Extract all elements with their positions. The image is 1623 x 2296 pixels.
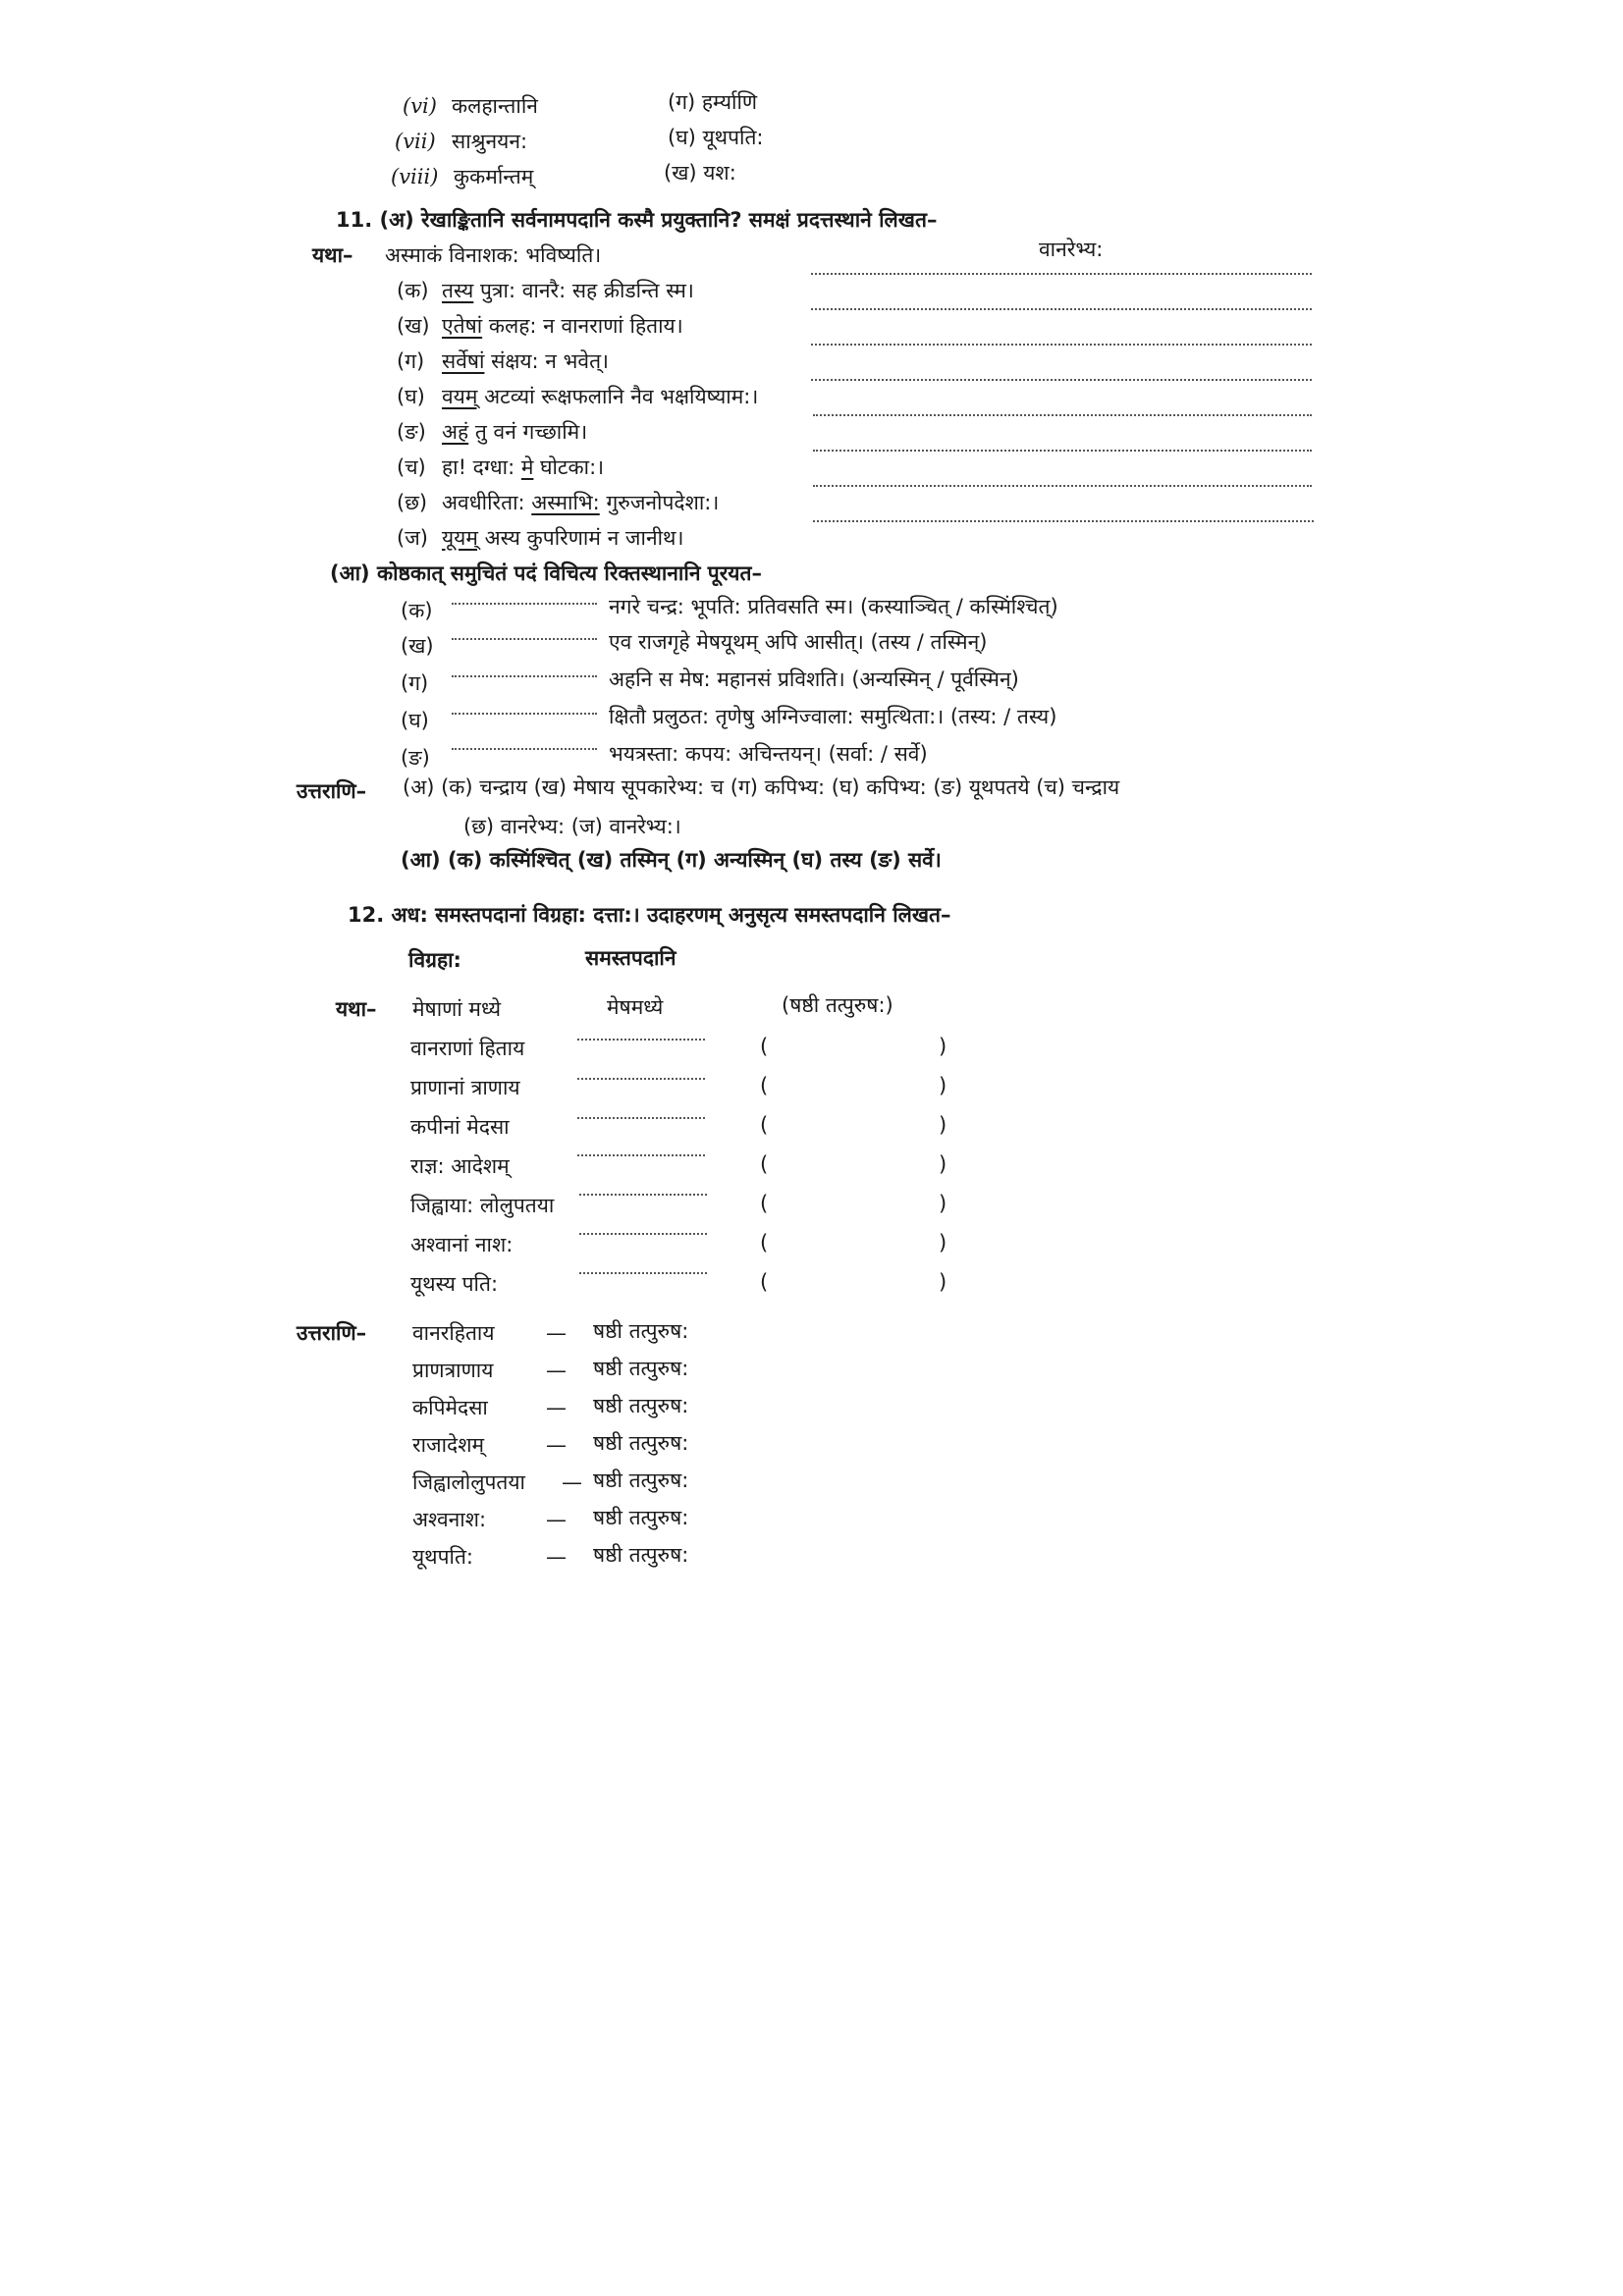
answer-dash: — [546,1396,567,1419]
match-left: कलहान्तानि [452,94,538,118]
example-answer: वानरेभ्य: [1039,238,1104,261]
open-paren: ( [760,1270,769,1294]
col-samasta: समस्तपदानि [585,946,676,970]
close-paren: ) [939,1192,947,1215]
match-right: (घ) यूथपति: [668,126,764,149]
answer-dash: — [562,1470,582,1494]
answer-blank[interactable] [811,273,1312,275]
col-vigraha: विग्रहा: [408,948,461,972]
item-sentence: हा! दग्धा: मे घोटका:। [442,455,605,479]
item-label: (छ) [397,491,428,514]
vigraha-row: वानराणां हिताय [410,1037,525,1060]
open-paren: ( [760,1192,769,1215]
fill-blank[interactable] [452,748,597,750]
answer-blank[interactable] [811,308,1312,310]
match-num: (viii) [391,165,439,188]
fill-label: (घ) [401,709,429,732]
answer-blank[interactable] [811,379,1312,381]
item-sentence: सर्वेषां संक्षय: न भवेत्। [442,349,610,373]
close-paren: ) [939,1270,947,1294]
close-paren: ) [939,1231,947,1255]
answer-dash: — [546,1433,567,1457]
samasta-blank[interactable] [579,1233,707,1235]
open-paren: ( [760,1231,769,1255]
answer-blank[interactable] [813,485,1312,487]
item-label: (ङ) [397,420,426,444]
match-num: (vi) [403,94,437,118]
answer-blank[interactable] [813,414,1312,416]
answer-word: यूथपति: [412,1545,474,1569]
vigraha-row: राज्ञ: आदेशम् [410,1154,510,1178]
fill-sentence: नगरे चन्द्र: भूपति: प्रतिवसति स्म। (कस्याञ्चित् / कस्मिंश्चित्) [609,595,1058,618]
close-paren: ) [939,1113,947,1137]
answer-type: षष्ठी तत्पुरुष: [593,1506,689,1529]
answer-dash: — [546,1545,567,1569]
item-label: (ख) [397,314,430,338]
q11b-heading: (आ) कोष्ठकात् समुचितं पदं विचित्य रिक्तस्थानानि पूरयत– [330,561,762,585]
close-paren: ) [939,1152,947,1176]
fill-label: (ग) [401,671,429,695]
item-label: (घ) [397,385,425,408]
fill-blank[interactable] [452,638,597,640]
answer-word: वानरहिताय [412,1321,495,1345]
samasta-blank[interactable] [579,1272,707,1274]
match-num: (vii) [395,130,436,153]
match-right: (ख) यश: [664,161,736,185]
match-right: (ग) हर्म्याणि [668,90,758,114]
match-left: कुकर्मान्तम् [454,165,534,188]
open-paren: ( [760,1074,769,1097]
samasta-blank[interactable] [577,1154,705,1156]
answer-type: षष्ठी तत्पुरुष: [593,1543,689,1567]
answer-word: प्राणत्राणाय [412,1359,494,1382]
answer-type: षष्ठी तत्पुरुष: [593,1468,689,1492]
vigraha-row: जिह्वाया: लोलुपतया [410,1194,555,1217]
answer-dash: — [546,1359,567,1382]
item-label: (ग) [397,349,425,373]
fill-label: (ङ) [401,746,430,770]
fill-label: (क) [401,599,433,622]
example-samasta: मेषमध्ये [607,995,664,1019]
item-sentence: अहं तु वनं गच्छामि। [442,420,588,444]
fill-blank[interactable] [452,675,597,677]
fill-sentence: भयत्रस्ता: कपय: अचिन्तयन्। (सर्वा: / सर्वे) [609,742,928,766]
answers-label: उत्तराणि– [297,779,367,803]
answer-word: कपिमेदसा [412,1396,488,1419]
answer-blank[interactable] [811,344,1312,346]
samasta-blank[interactable] [579,1194,707,1196]
answer-type: षष्ठी तत्पुरुष: [593,1394,689,1417]
answer-type: षष्ठी तत्पुरुष: [593,1431,689,1455]
close-paren: ) [939,1074,947,1097]
answer-line-a2: (छ) वानरेभ्य: (ज) वानरेभ्य:। [463,815,681,838]
samasta-blank[interactable] [577,1039,705,1041]
vigraha-row: अश्वानां नाश: [410,1233,514,1256]
underlined-pronoun: अस्माकं [385,243,443,267]
vigraha-row: यूथस्य पति: [410,1272,499,1296]
answer-dash: — [546,1508,567,1531]
answer-blank[interactable] [813,520,1314,522]
item-sentence: यूयम् अस्य कुपरिणामं न जानीथ। [442,526,684,550]
answers-label: उत्तराणि– [297,1321,367,1345]
item-label: (क) [397,279,429,302]
item-sentence: एतेषां कलह: न वानराणां हिताय। [442,314,683,338]
item-sentence: अवधीरिता: अस्माभि: गुरुजनोपदेशा:। [442,491,720,514]
answer-word: राजादेशम् [412,1433,485,1457]
fill-sentence: अहनि स मेष: महानसं प्रविशति। (अन्यस्मिन् / पूर्वस्मिन्) [609,667,1019,691]
open-paren: ( [760,1113,769,1137]
q12-heading: 12. अध: समस्तपदानां विग्रहा: दत्ता:। उदाहरणम् अनुसृत्य समस्तपदानि लिखत– [348,903,951,927]
example-vigraha: मेषाणां मध्ये [412,997,502,1021]
fill-blank[interactable] [452,603,597,605]
answer-line-b: (आ) (क) कस्मिंश्चित् (ख) तस्मिन् (ग) अन्यस्मिन् (घ) तस्य (ङ) सर्वे। [401,848,942,872]
q11-heading: 11. (अ) रेखाङ्कितानि सर्वनामपदानि कस्मै प्रयुक्तानि? समक्षं प्रदत्तस्थाने लिखत– [336,208,938,232]
example-label: यथा– [312,243,353,267]
answer-type: षष्ठी तत्पुरुष: [593,1357,689,1380]
item-label: (च) [397,455,426,479]
samasta-blank[interactable] [577,1117,705,1119]
fill-sentence: क्षितौ प्रलुठत: तृणेषु अग्निज्वाला: समुत्थिता:। (तस्य: / तस्य) [609,705,1057,728]
match-left: साश्रुनयन: [452,130,528,153]
answer-type: षष्ठी तत्पुरुष: [593,1319,689,1343]
answer-word: अश्वनाश: [412,1508,487,1531]
fill-sentence: एव राजगृहे मेषयूथम् अपि आसीत्। (तस्य / तस्मिन्) [609,630,988,654]
open-paren: ( [760,1035,769,1058]
answer-dash: — [546,1321,567,1345]
answer-word: जिह्वालोलुपतया [412,1470,525,1494]
answer-blank[interactable] [813,450,1312,452]
open-paren: ( [760,1152,769,1176]
close-paren: ) [939,1035,947,1058]
vigraha-row: कपीनां मेदसा [410,1115,510,1139]
answer-line-a: (अ) (क) चन्द्राय (ख) मेषाय सूपकारेभ्य: च (ग) कपिभ्य: (घ) कपिभ्य: (ङ) यूथपतये (च) चन्द्राय [403,775,1120,799]
samasta-blank[interactable] [577,1078,705,1080]
item-label: (ज) [397,526,428,550]
fill-blank[interactable] [452,713,597,715]
example-type: (षष्ठी तत्पुरुष:) [782,993,893,1017]
vigraha-row: प्राणानां त्राणाय [410,1076,520,1099]
item-sentence: वयम् अटव्यां रूक्षफलानि नैव भक्षयिष्याम:। [442,385,759,408]
fill-label: (ख) [401,634,434,658]
example-label: यथा– [336,997,377,1021]
example-sentence: अस्माकं विनाशक: भविष्यति। [385,243,602,267]
item-sentence: तस्य पुत्रा: वानरै: सह क्रीडन्ति स्म। [442,279,694,302]
